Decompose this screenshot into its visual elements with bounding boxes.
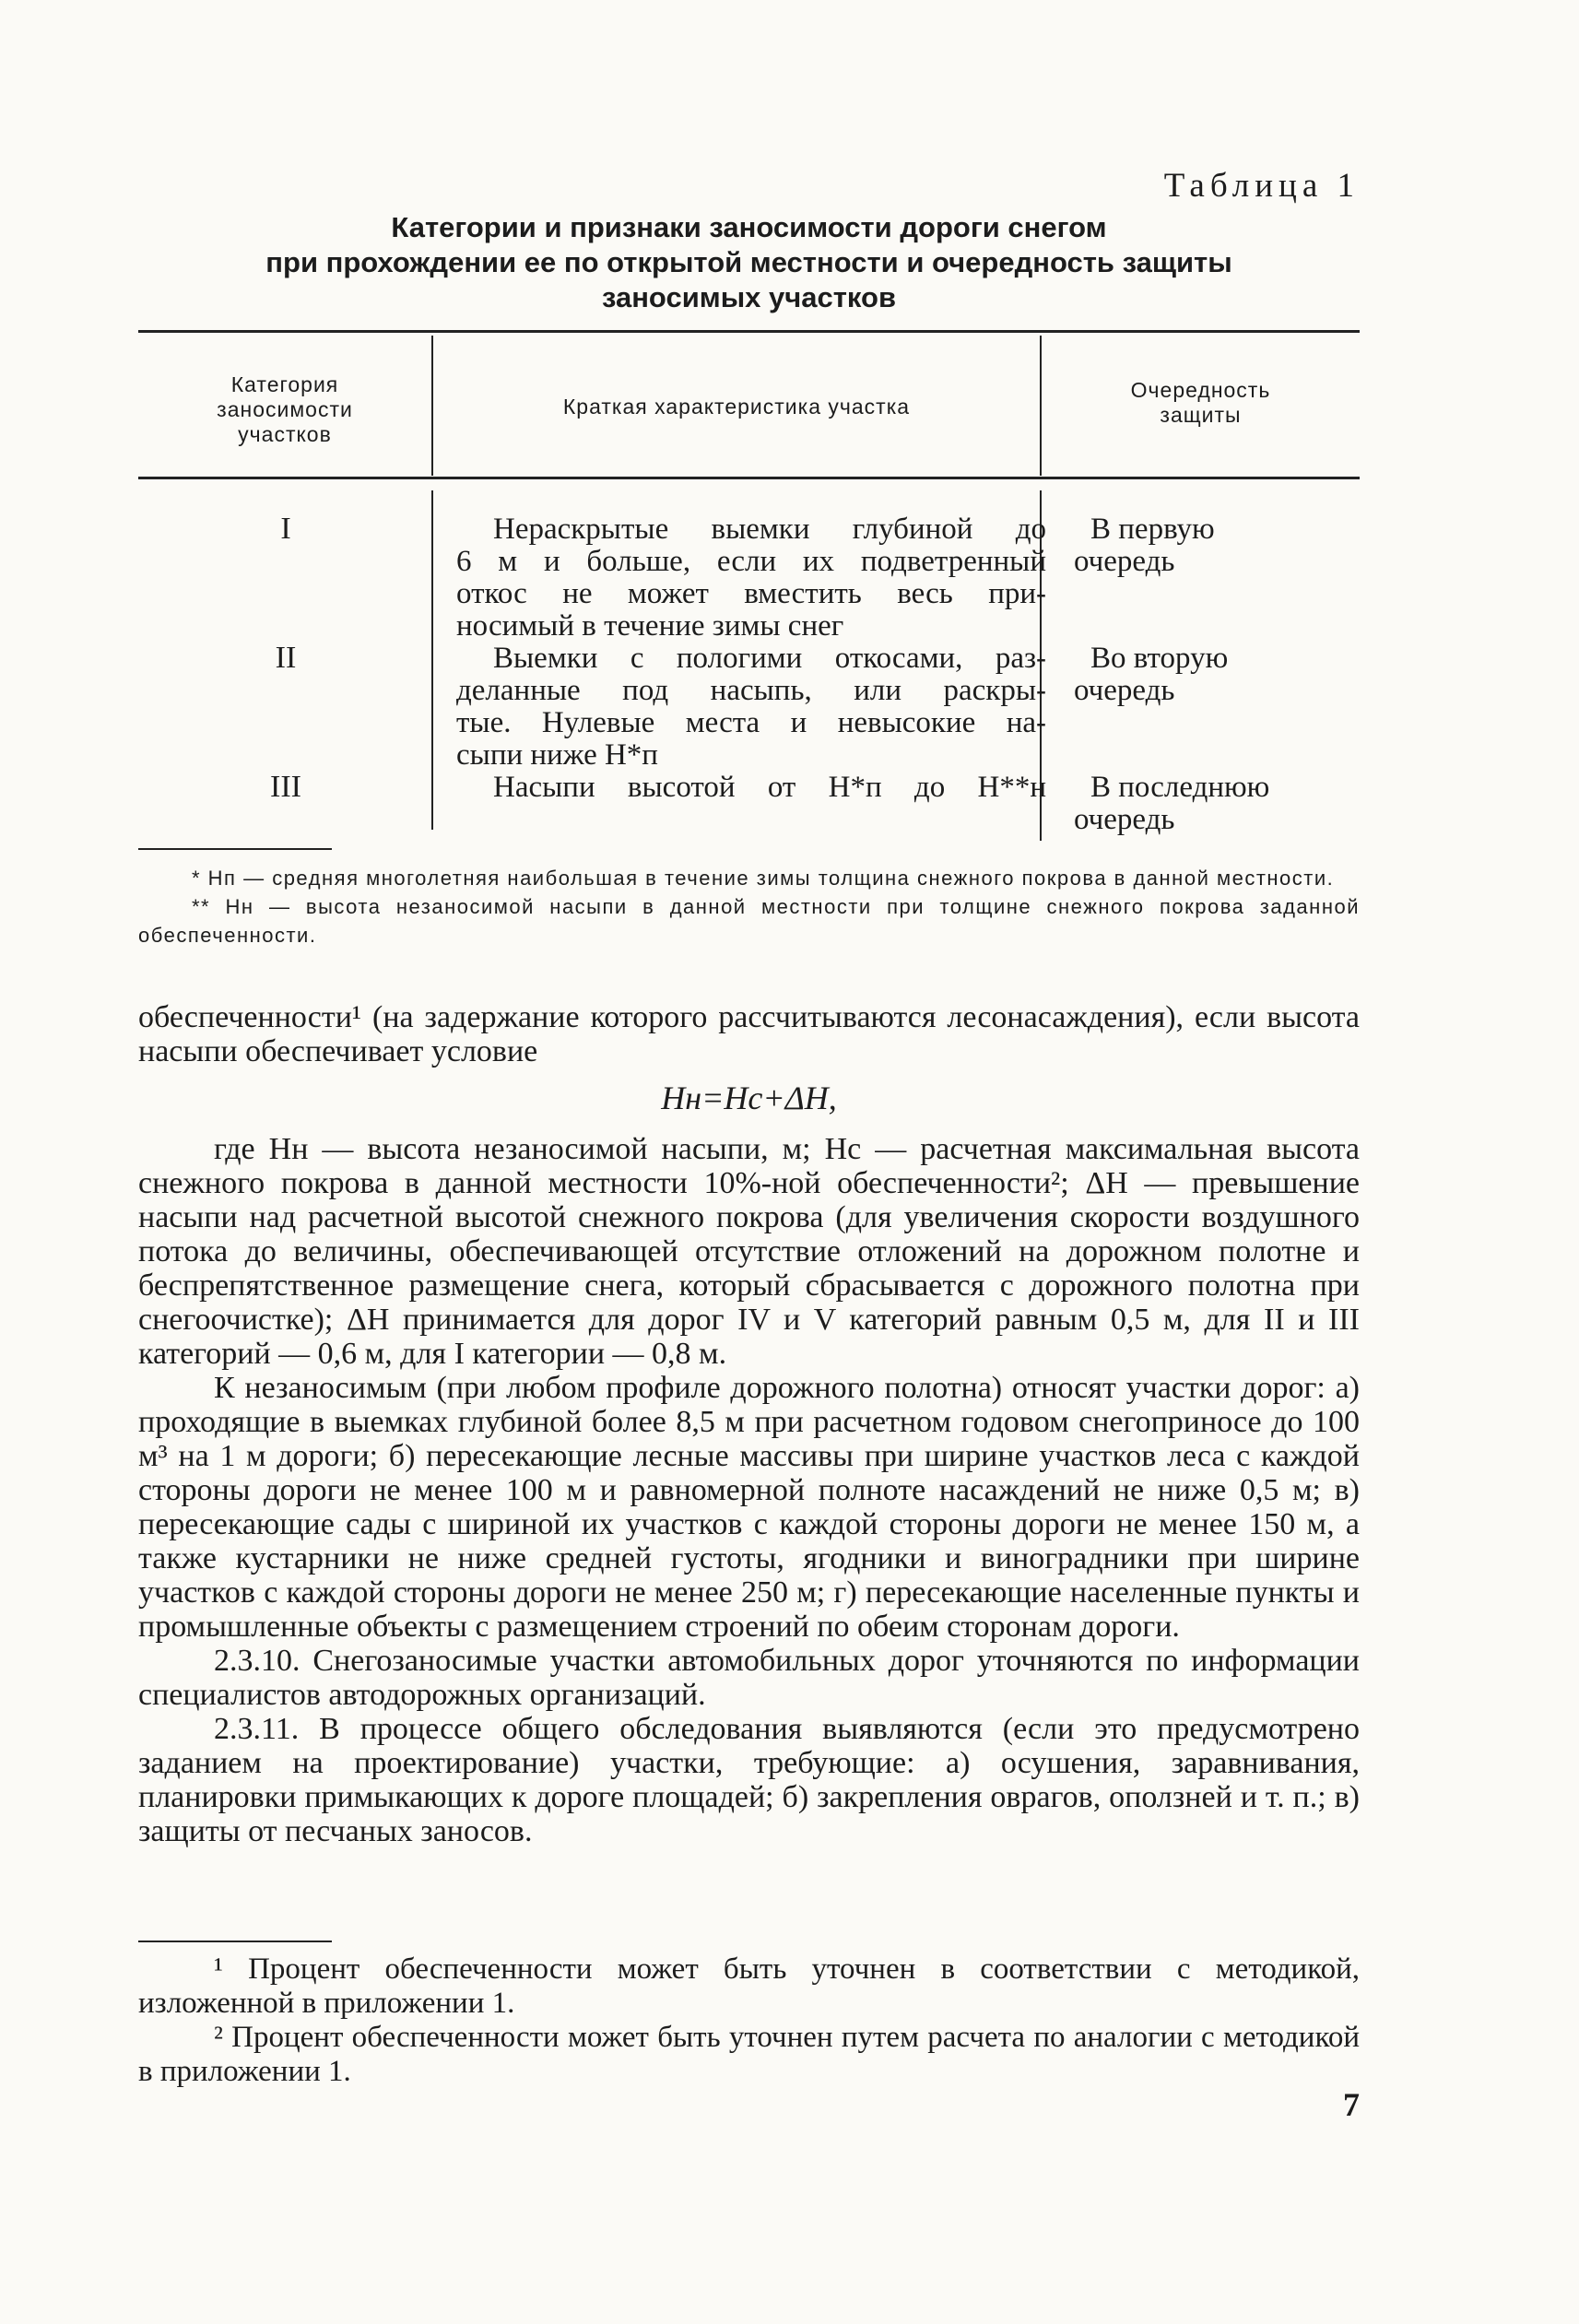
row-description: Насыпи высотой от Н*п до Н**н (493, 771, 1046, 804)
page-footnote: ¹ Процент обеспеченности может быть уточнен в соответствии с методикой, изложенной в приложении 1. (138, 1952, 1360, 2020)
paragraph: обеспеченности¹ (на задержание которого рассчитываются лесонасаждения), если высота насыпи обеспечивает условие (138, 1000, 1360, 1068)
paragraph: К незаносимым (при любом профиле дорожного полотна) относят участки дорог: а) проходящие в выемках глубиной более 8,5 м при расчетном годовом снегоприносе до 100 м³ на 1 м дороги; б) пересекающие лесные массивы при ширине участков леса с каждой стороны дороги не менее 100 м и равномерной полноте насаждений не ниже 0,5 м; в) пересекающие сады с шириной их участков с каждой стороны дороги не менее 150 м, а также кустарники не ниже средней густоты, ягодники и виноградники при ширине участков с каждой стороны дороги не менее 250 м; г) пересекающие населенные пункты и промышленные объекты с размещением строений по обеим сторонам дороги. (138, 1371, 1360, 1644)
page-footnote-rule (138, 1941, 332, 1942)
row-description: Нераскрытые выемки глубиной до 6 м и больше, если их подветренный откос не может вместить весь при- носимый в течение зимы снег (456, 513, 1046, 643)
formula: Нн=Нс+ΔН, (661, 1079, 837, 1116)
page-footnote: ² Процент обеспеченности может быть уточнен путем расчета по аналогии с методикой в приложении 1. (138, 2021, 1360, 2088)
header-category: Категория заносимости участков (217, 372, 353, 446)
paragraph: где Нн — высота незаносимой насыпи, м; Нс — расчетная максимальная высота снежного покрова в данной местности 10%-ной обеспеченности²; ΔН — превышение насыпи над расчетной высотой снежного покрова (для увеличения скорости воздушного потока до величины, обеспечивающей отсутствие отложений на дорожном полотне и беспрепятственное размещение снега, который сбрасывается с дорожного полотна при снегоочистке); ΔН принимается для дорог IV и V категорий равным 0,5 м, для II и III категорий — 0,6 м, для I категории — 0,8 м. (138, 1132, 1360, 1371)
row-category: III (270, 770, 301, 804)
row-priority: Во вторую очередь (1074, 642, 1229, 707)
table-footnote-rule (138, 848, 332, 850)
page-number: 7 (1343, 2086, 1360, 2123)
table-footnote: ** Нн — высота незаносимой насыпи в данной местности при толщине снежного покрова заданной обеспеченности. (138, 895, 1360, 947)
table-title-line: Категории и признаки заносимости дороги снегом (391, 211, 1107, 243)
row-category: I (280, 512, 291, 546)
header-priority: Очередность защиты (1130, 378, 1271, 427)
table-header-rule (138, 477, 1360, 479)
table-top-rule (138, 330, 1360, 333)
header-description: Краткая характеристика участка (562, 395, 911, 419)
table-footnotes (138, 864, 1360, 950)
body-text (138, 1000, 1360, 1848)
page-footnotes (138, 1952, 1360, 2089)
table-footnote: * Нп — средняя многолетняя наибольшая в течение зимы толщина снежного покрова в данной местности. (192, 867, 1335, 890)
row-priority: В последнюю очередь (1074, 771, 1270, 836)
paragraph: 2.3.11. В процессе общего обследования выявляются (если это предусмотрено заданием на проектирование) участки, требующие: а) осушения, заравнивания, планировки примыкающих к дороге площадей; б) закрепления оврагов, оползней и т. п.; в) защиты от песчаных заносов. (138, 1712, 1360, 1848)
row-priority: В первую очередь (1074, 513, 1215, 578)
paragraph: 2.3.10. Снегозаносимые участки автомобильных дорог уточняются по информации специалистов автодорожных организаций. (138, 1644, 1360, 1712)
row-category: II (275, 641, 297, 675)
row-description: Выемки с пологими откосами, раз- деланные под насыпь, или раскры- тые. Нулевые места и невысокие на- сыпи ниже Н*п (456, 642, 1046, 772)
table-title-line: при прохождении ее по открытой местности и очередность защиты (265, 246, 1232, 278)
table-title (138, 210, 1360, 315)
table-label: Таблица 1 (1163, 167, 1360, 205)
table-title-line: заносимых участков (601, 281, 897, 313)
